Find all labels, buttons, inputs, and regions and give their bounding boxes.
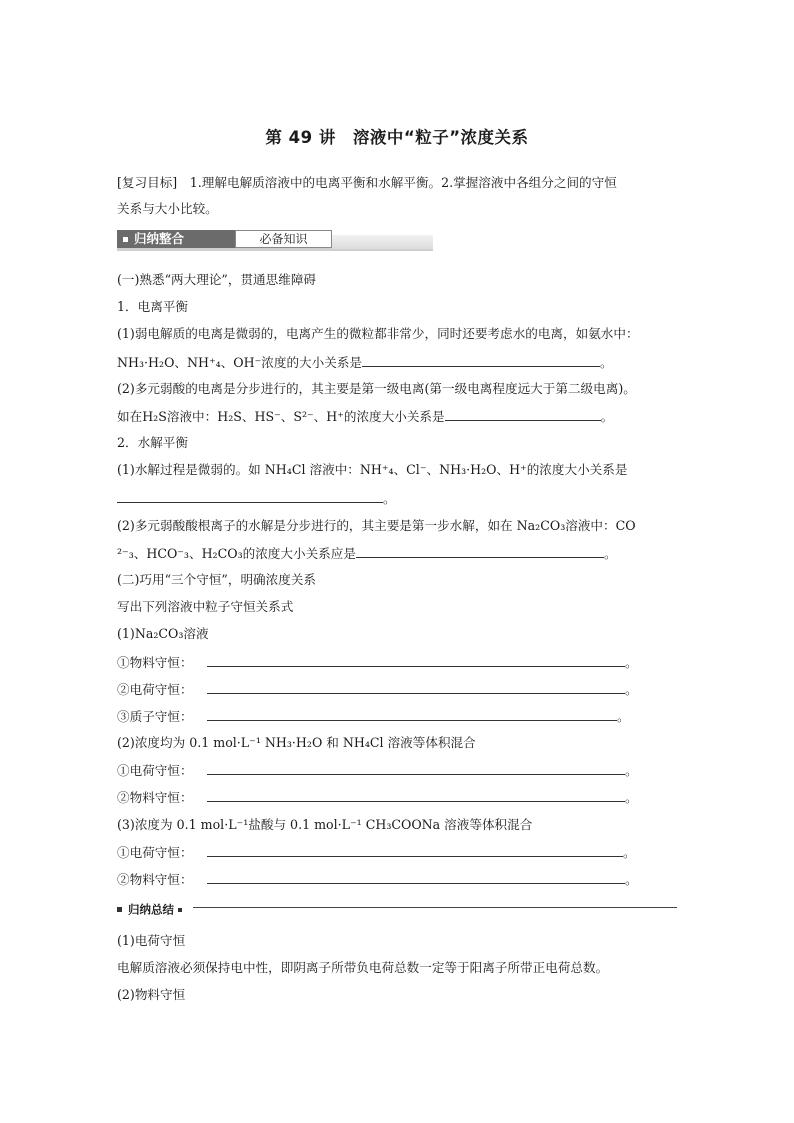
item-label: ②物料守恒： [117,790,193,805]
summary-label: 归纳总结 [128,902,174,917]
p2b-text: 如在H₂S溶液中：H₂S、HS⁻、S²⁻、H⁺的浓度大小关系是 [117,409,445,424]
answer-blank[interactable] [207,680,625,694]
section1-p2b [117,407,613,426]
item-label: ②电荷守恒： [117,682,193,697]
period: 。 [625,655,638,670]
item-label: ③质子守恒： [117,709,193,724]
section1-sub2: 2．水解平衡 [117,435,188,450]
section1-p3b [117,489,396,508]
answer-blank[interactable] [207,870,625,884]
section2-intro: 写出下列溶液中粒子守恒关系式 [117,599,294,614]
period: 。 [623,845,636,860]
section2-heading: (二)巧用“三个守恒”，明确浓度关系 [117,572,317,587]
case1-item-3 [117,707,630,726]
summary-item-1: (1)电荷守恒 [117,933,186,948]
section1-p3: (1)水解过程是微弱的。如 NH₄Cl 溶液中：NH⁺₄、Cl⁻、NH₃·H₂O、H⁺的浓度大小关系是 [117,462,628,477]
case2-item-2 [117,788,638,807]
banner-dark-tab [117,230,235,248]
case2-item-1 [117,761,638,780]
case3-item-2 [117,870,638,889]
case2-title: (2)浓度均为 0.1 mol·L⁻¹ NH₃·H₂O 和 NH₄Cl 溶液等体积混合 [117,735,476,750]
p4b-text: ²⁻₃、HCO⁻₃、H₂CO₃的浓度大小关系应是 [117,546,356,561]
square-bullet-icon [178,908,182,912]
section-banner [117,229,433,251]
case1-item-1 [117,653,638,672]
section1-p4b [117,544,617,563]
period: 。 [603,546,617,561]
period: 。 [617,709,630,724]
answer-blank[interactable] [362,353,600,367]
item-label: ①物料守恒： [117,655,193,670]
section1-p1: (1)弱电解质的电离是微弱的，电离产生的微粒都非常少，同时还要考虑水的电离，如氨水中： [117,326,639,341]
square-bullet-icon [123,237,128,242]
answer-blank[interactable] [207,788,625,802]
answer-blank[interactable] [207,653,625,667]
section1-p4: (2)多元弱酸酸根离子的水解是分步进行的，其主要是第一步水解，如在 Na₂CO₃溶液中：CO [117,518,636,533]
period: 。 [625,872,638,887]
item-label: ②物料守恒： [117,872,193,887]
section1-sub1: 1．电离平衡 [117,299,188,314]
answer-blank[interactable] [207,761,625,775]
section1-p1b [117,353,613,372]
objective-line-1: [复习目标] 1.理解电解质溶液中的电离平衡和水解平衡。2.掌握溶液中各组分之间的守恒 [117,175,617,190]
summary-item-2: (2)物料守恒 [117,987,186,1002]
case3-title: (3)浓度为 0.1 mol·L⁻¹盐酸与 0.1 mol·L⁻¹ CH₃COONa 溶液等体积混合 [117,817,533,832]
period: 。 [625,790,638,805]
case1-item-2 [117,680,638,699]
period: 。 [383,491,396,506]
objective-line-2: 关系与大小比较。 [117,201,218,216]
p1b-text: NH₃·H₂O、NH⁺₄、OH⁻浓度的大小关系是 [117,355,363,370]
banner-dark-label: 归纳整合 [134,231,185,246]
item-label: ①电荷守恒： [117,845,193,860]
section1-heading: (一)熟悉“两大理论”，贯通思维障碍 [117,272,317,287]
answer-blank[interactable] [445,407,601,421]
answer-blank[interactable] [356,544,604,558]
answer-blank[interactable] [207,843,623,857]
item-label: ①电荷守恒： [117,763,193,778]
period: 。 [600,409,614,424]
square-bullet-icon [117,907,122,912]
section1-p2: (2)多元弱酸的电离是分步进行的，其主要是第一级电离(第一级电离程度远大于第二级电离)。 [117,381,636,396]
summary-item-1-text: 电解质溶液必须保持电中性，即阴离子所带负电荷总数一定等于阳离子所带正电荷总数。 [117,960,609,975]
divider-rule [193,907,677,908]
case1-title: (1)Na₂CO₃溶液 [117,626,209,641]
answer-blank[interactable] [117,489,383,503]
answer-blank[interactable] [207,707,617,721]
case3-item-1 [117,843,636,862]
banner-gradient-tail [332,235,433,249]
page-title: 第 49 讲 溶液中“粒子”浓度关系 [265,128,529,147]
summary-divider [117,899,677,917]
banner-light-tab: 必备知识 [235,230,332,248]
period: 。 [625,763,638,778]
period: 。 [625,682,638,697]
period: 。 [600,355,613,370]
